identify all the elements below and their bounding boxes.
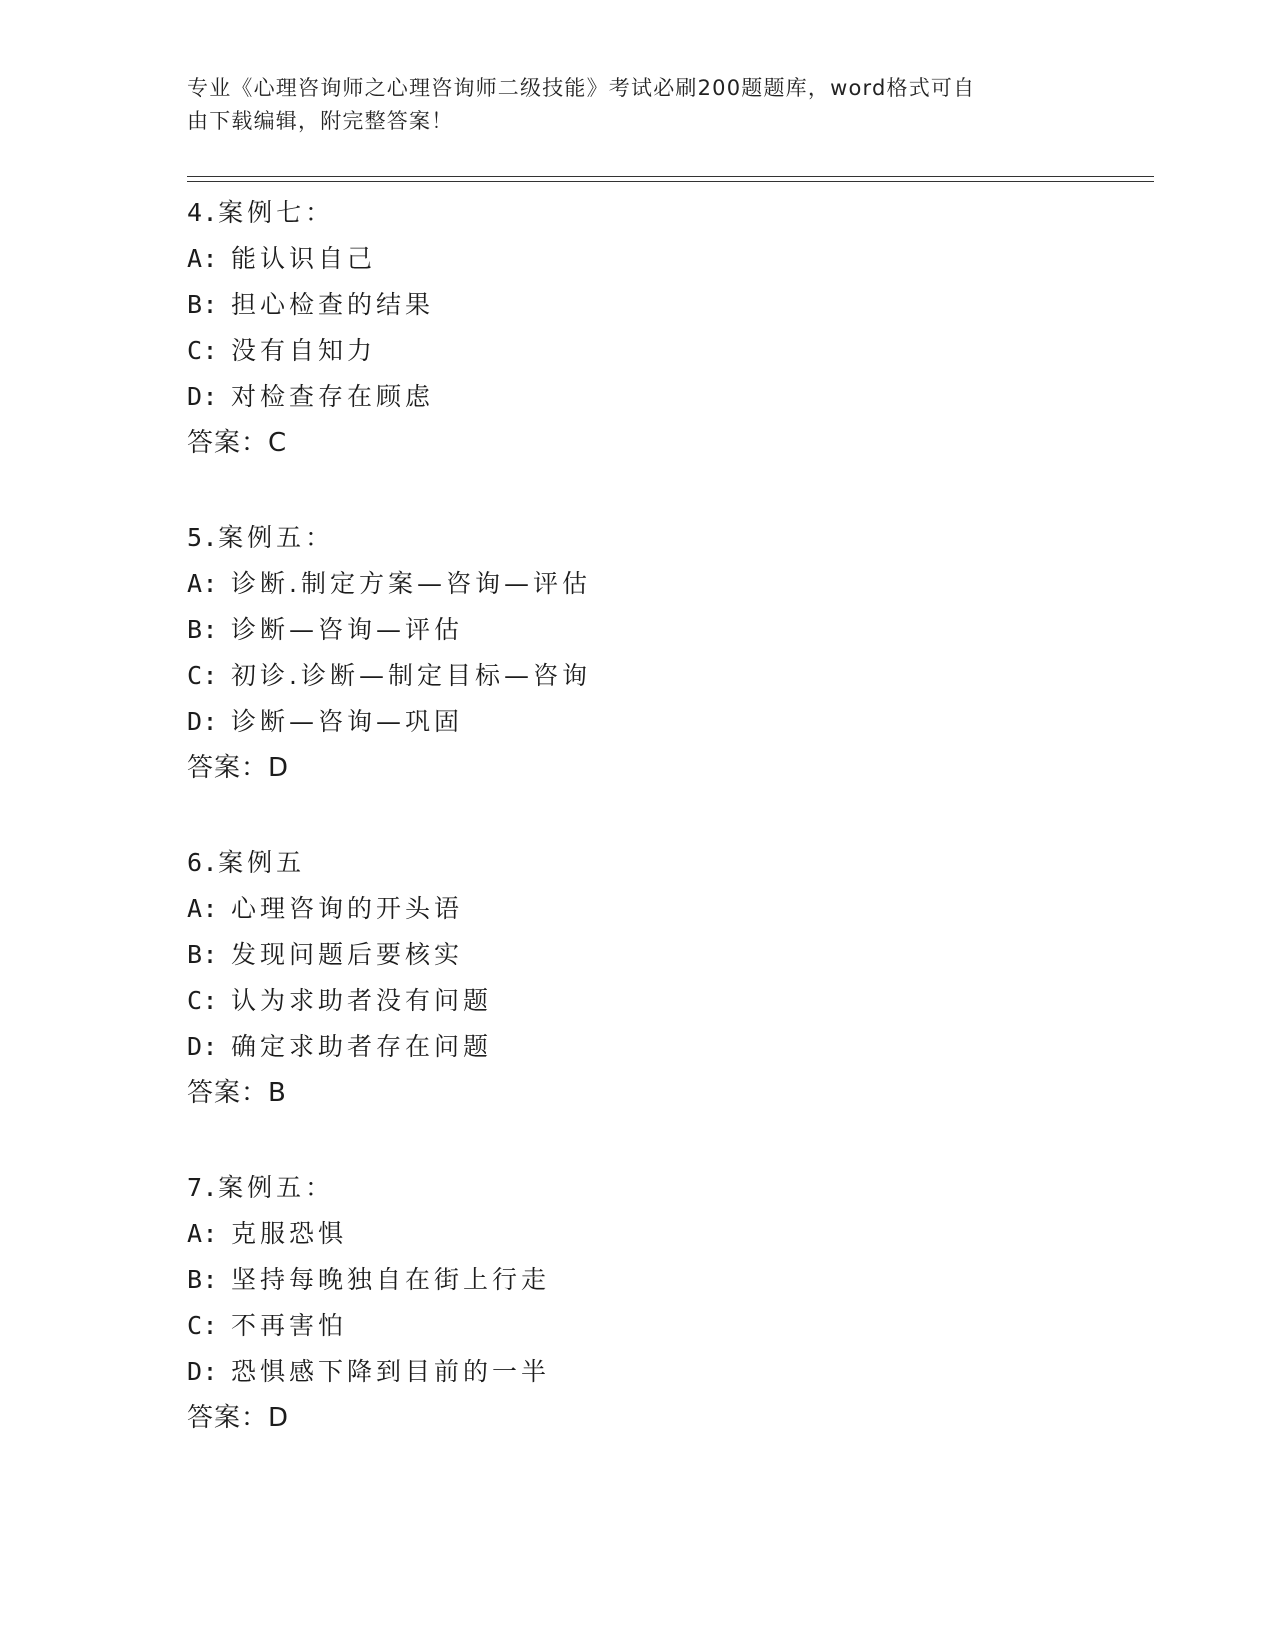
option-text: 确定求助者存在问题 bbox=[231, 1032, 493, 1061]
answer-line: 答案：D bbox=[187, 1403, 290, 1433]
question-item bbox=[187, 190, 1147, 466]
option-a bbox=[187, 236, 1147, 282]
option-text: 初诊.诊断—制定目标—咨询 bbox=[231, 661, 591, 690]
header-line-1: 专业《心理咨询师之心理咨询师二级技能》考试必刷200题题库，word格式可自 bbox=[187, 76, 976, 100]
option-letter: B: bbox=[187, 940, 219, 969]
header-line-2: 由下载编辑，附完整答案！ bbox=[187, 109, 454, 133]
option-a bbox=[187, 886, 1147, 932]
option-letter: A: bbox=[187, 569, 219, 598]
question-stem bbox=[187, 190, 1147, 236]
option-a bbox=[187, 1211, 1147, 1257]
question-list bbox=[187, 190, 1147, 1441]
answer-line: 答案：D bbox=[187, 753, 290, 783]
option-text: 担心检查的结果 bbox=[231, 290, 435, 319]
option-letter: D: bbox=[187, 382, 219, 411]
option-d bbox=[187, 1349, 1147, 1395]
question-text: 案例五 bbox=[218, 848, 306, 877]
question-number: 4. bbox=[187, 198, 219, 227]
option-text: 克服恐惧 bbox=[231, 1219, 348, 1248]
option-text: 坚持每晚独自在街上行走 bbox=[231, 1265, 551, 1294]
option-c bbox=[187, 978, 1147, 1024]
option-b bbox=[187, 282, 1147, 328]
option-letter: D: bbox=[187, 707, 219, 736]
question-number: 6. bbox=[187, 848, 219, 877]
option-text: 对检查存在顾虑 bbox=[231, 382, 435, 411]
question-text: 案例五： bbox=[218, 1173, 335, 1202]
option-c bbox=[187, 328, 1147, 374]
question-text: 案例五： bbox=[218, 523, 335, 552]
option-text: 心理咨询的开头语 bbox=[231, 894, 464, 923]
option-text: 没有自知力 bbox=[231, 336, 377, 365]
option-letter: C: bbox=[187, 336, 219, 365]
option-text: 诊断—咨询—评估 bbox=[231, 615, 464, 644]
header-divider-top bbox=[187, 176, 1154, 177]
question-item bbox=[187, 1165, 1147, 1441]
option-letter: A: bbox=[187, 1219, 219, 1248]
option-letter: D: bbox=[187, 1032, 219, 1061]
option-letter: D: bbox=[187, 1357, 219, 1386]
option-letter: C: bbox=[187, 661, 219, 690]
option-text: 发现问题后要核实 bbox=[231, 940, 464, 969]
option-text: 不再害怕 bbox=[231, 1311, 348, 1340]
option-letter: B: bbox=[187, 615, 219, 644]
answer-line: 答案：C bbox=[187, 428, 288, 458]
option-c bbox=[187, 653, 1147, 699]
question-stem bbox=[187, 840, 1147, 886]
option-d bbox=[187, 374, 1147, 420]
question-stem bbox=[187, 515, 1147, 561]
option-a bbox=[187, 561, 1147, 607]
option-text: 能认识自己 bbox=[231, 244, 377, 273]
option-b bbox=[187, 1257, 1147, 1303]
option-d bbox=[187, 1024, 1147, 1070]
question-number: 5. bbox=[187, 523, 219, 552]
document-header bbox=[187, 72, 1067, 138]
option-letter: B: bbox=[187, 1265, 219, 1294]
option-text: 认为求助者没有问题 bbox=[231, 986, 493, 1015]
question-stem bbox=[187, 1165, 1147, 1211]
option-d bbox=[187, 699, 1147, 745]
option-text: 诊断.制定方案—咨询—评估 bbox=[231, 569, 591, 598]
option-b bbox=[187, 932, 1147, 978]
option-text: 诊断—咨询—巩固 bbox=[231, 707, 464, 736]
option-b bbox=[187, 607, 1147, 653]
question-number: 7. bbox=[187, 1173, 219, 1202]
option-c bbox=[187, 1303, 1147, 1349]
answer-line: 答案：B bbox=[187, 1078, 287, 1108]
option-letter: A: bbox=[187, 894, 219, 923]
question-item bbox=[187, 515, 1147, 791]
option-letter: C: bbox=[187, 1311, 219, 1340]
option-text: 恐惧感下降到目前的一半 bbox=[231, 1357, 551, 1386]
option-letter: A: bbox=[187, 244, 219, 273]
question-item bbox=[187, 840, 1147, 1116]
header-divider-bottom bbox=[187, 181, 1154, 182]
question-text: 案例七： bbox=[218, 198, 335, 227]
option-letter: B: bbox=[187, 290, 219, 319]
option-letter: C: bbox=[187, 986, 219, 1015]
